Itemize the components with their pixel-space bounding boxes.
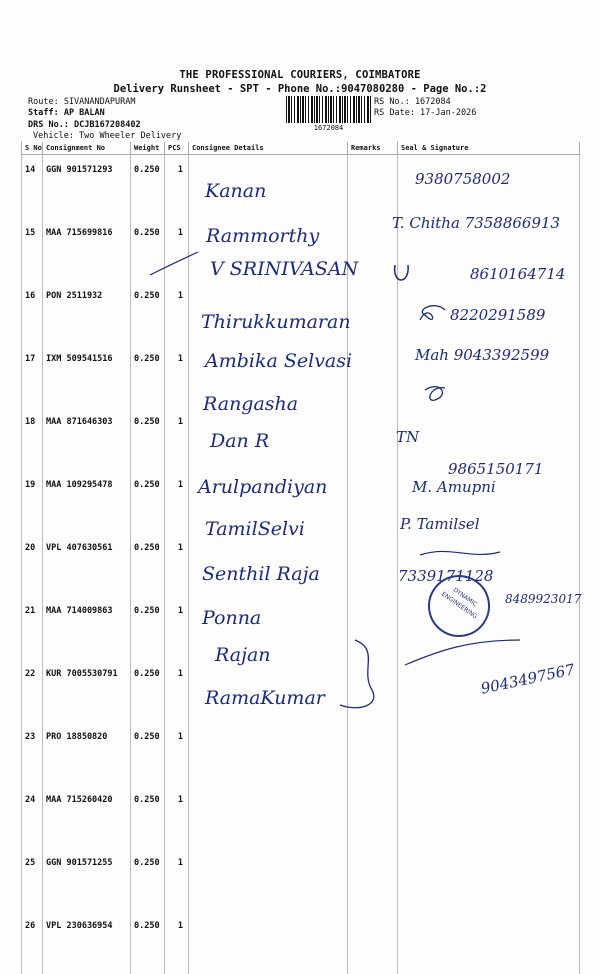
handwritten-name: Ambika Selvasi [205,350,353,372]
row-sno: 24 [22,785,43,848]
handwritten-name: Rammorthy [206,225,320,247]
handwritten-signature: 9380758002 [415,170,511,188]
row-consignment: VPL 230636954 [43,911,131,974]
row-sno: 19 [22,470,43,533]
row-consignment: MAA 715699816 [43,218,131,281]
row-sno: 17 [22,344,43,407]
row-consignment: PON 2511932 [43,281,131,344]
col-remarks: Remarks [348,142,398,155]
row-sno: 23 [22,722,43,785]
row-weight: 0.250 [131,848,165,911]
row-consignment: MAA 715260420 [43,785,131,848]
handwritten-signature: 8220291589 [450,306,546,324]
row-consignment: MAA 109295478 [43,470,131,533]
row-weight: 0.250 [131,596,165,659]
rs-number: RS No.: 1672084 [374,97,451,107]
company-title: THE PROFESSIONAL COURIERS, COIMBATORE [179,69,421,81]
row-weight: 0.250 [131,722,165,785]
row-sno: 26 [22,911,43,974]
handwritten-name: Kanan [205,180,267,202]
row-pcs: 1 [165,848,189,911]
row-sno: 21 [22,596,43,659]
row-pcs: 1 [165,155,189,219]
staff-label: Staff: AP BALAN [28,108,105,118]
col-sno: S No [22,142,43,155]
runsheet-subtitle: Delivery Runsheet - SPT - Phone No.:9047080280 - Page No.:2 [113,83,487,95]
handwritten-signature: M. Amupni [412,478,496,496]
row-pcs: 1 [165,218,189,281]
row-pcs: 1 [165,470,189,533]
handwritten-signature: T. Chitha 7358866913 [392,214,561,232]
row-pcs: 1 [165,281,189,344]
barcode-number: 1672084 [313,124,344,132]
row-pcs: 1 [165,911,189,974]
row-consignment: IXM 509541516 [43,344,131,407]
row-consignment: PRO 18850820 [43,722,131,785]
row-weight: 0.250 [131,911,165,974]
row-weight: 0.250 [131,659,165,722]
handwritten-name: RamaKumar [205,687,325,709]
row-sno: 22 [22,659,43,722]
row-remarks [348,848,398,911]
handwritten-signature: TN [396,428,420,446]
row-pcs: 1 [165,407,189,470]
handwritten-signature: 9043497567 [479,660,577,698]
handwritten-name: V SRINIVASAN [210,258,359,280]
table-row [22,848,580,911]
row-weight: 0.250 [131,785,165,848]
row-consignment: GGN 901571255 [43,848,131,911]
handwritten-name: Dan R [210,430,270,452]
handwritten-signature: 9865150171 [448,460,544,478]
row-weight: 0.250 [131,281,165,344]
row-sno: 18 [22,407,43,470]
row-weight: 0.250 [131,470,165,533]
row-sno: 25 [22,848,43,911]
handwritten-name: Senthil Raja [202,563,320,585]
table-row [22,911,580,974]
stamp-text: DYNAMIC ENGINEERING [440,586,479,621]
row-weight: 0.250 [131,407,165,470]
row-signature [398,848,580,911]
row-pcs: 1 [165,785,189,848]
handwritten-name: Thirukkumaran [201,311,351,333]
col-signature: Seal & Signature [398,142,580,155]
row-pcs: 1 [165,596,189,659]
row-pcs: 1 [165,659,189,722]
handwritten-name: Rajan [215,644,271,666]
row-pcs: 1 [165,722,189,785]
row-pcs: 1 [165,344,189,407]
row-weight: 0.250 [131,533,165,596]
row-consignee [189,911,348,974]
row-weight: 0.250 [131,344,165,407]
row-remarks [348,911,398,974]
handwritten-name: Rangasha [203,393,299,415]
col-pcs: PCS [165,142,189,155]
row-pcs: 1 [165,533,189,596]
row-sno: 16 [22,281,43,344]
handwritten-name: Arulpandiyan [198,476,328,498]
handwritten-signature: Mah 9043392599 [415,346,550,364]
col-consignment: Consignment No [43,142,131,155]
handwritten-name: Ponna [202,607,262,629]
handwritten-signature: 7339171128 [398,567,494,585]
handwritten-signature: P. Tamilsel [400,515,480,533]
row-sno: 14 [22,155,43,219]
handwritten-signature: 8489923017 [505,592,582,606]
row-consignee [189,848,348,911]
row-signature [398,911,580,974]
row-consignment: VPL 407630561 [43,533,131,596]
row-consignment: MAA 714009863 [43,596,131,659]
row-weight: 0.250 [131,218,165,281]
route-label: Route: SIVANANDAPURAM [28,97,136,107]
row-sno: 15 [22,218,43,281]
row-consignment: MAA 871646303 [43,407,131,470]
handwritten-name: TamilSelvi [205,518,305,540]
row-consignment: GGN 901571293 [43,155,131,219]
handwritten-signature: 8610164714 [470,265,566,283]
row-consignment: KUR 7005530791 [43,659,131,722]
vehicle-label: Vehicle: Two Wheeler Delivery [33,131,182,141]
col-consignee: Consignee Details [189,142,348,155]
drs-number: DRS No.: DCJB167208402 [28,120,141,130]
row-sno: 20 [22,533,43,596]
row-weight: 0.250 [131,155,165,219]
rs-date: RS Date: 17-Jan-2026 [374,108,477,118]
col-weight: Weight [131,142,165,155]
